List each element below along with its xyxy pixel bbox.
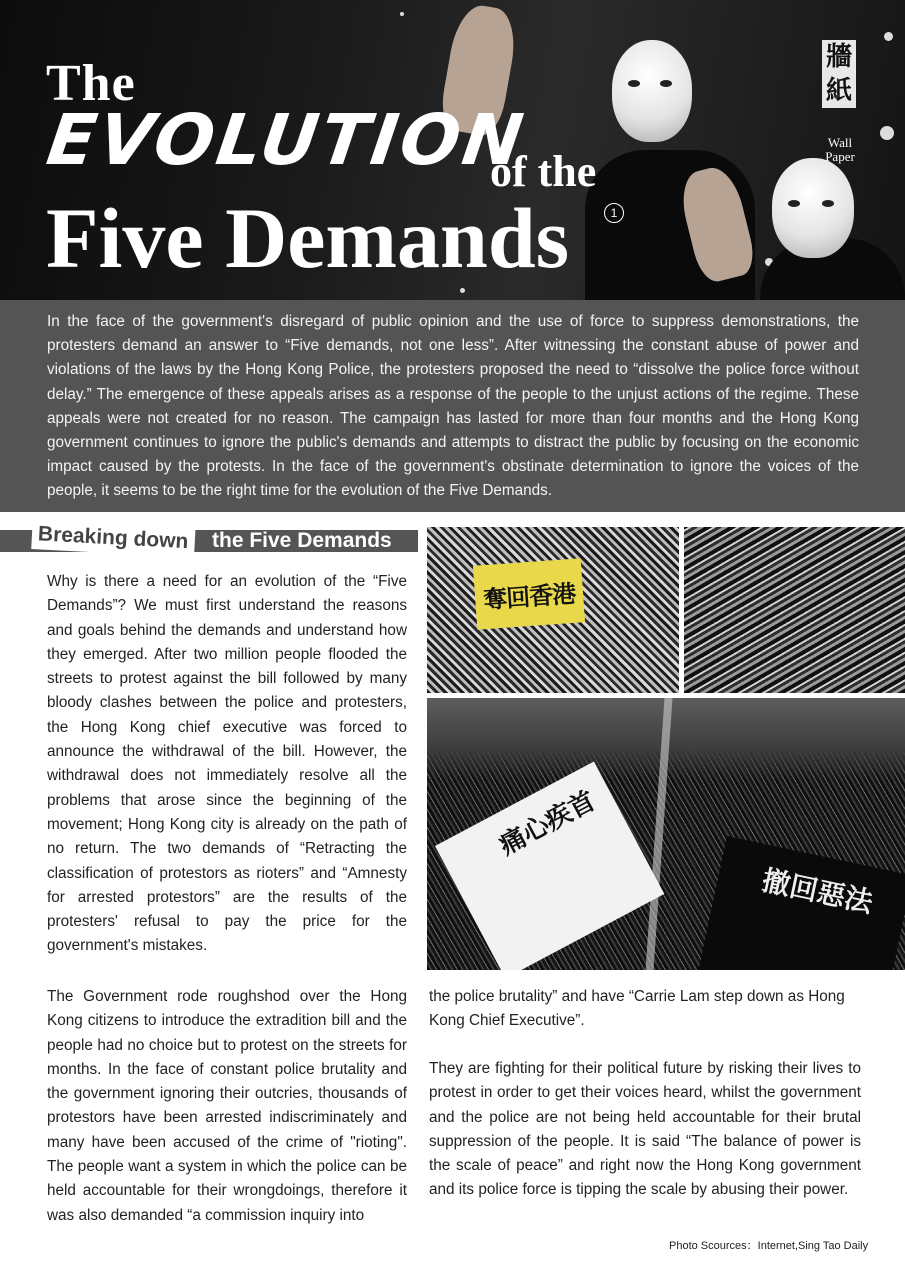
hero-banner xyxy=(0,0,905,300)
issue-number: 1 xyxy=(604,203,624,223)
body-paragraph-2: The Government rode roughshod over the Hong Kong citizens to introduce the extradition bill and the people had no choice but to protest on the streets for months. In the face of constant police brutality and the government ignoring their outcries, thousands of protestors have been arrested indiscriminately and many have been accused of the crime of "rioting". The people want a system in which the police can be held accountable for their wrongdoings, therefore it was also demanded “a commission inquiry into xyxy=(47,988,407,1224)
photo-street-march xyxy=(427,698,905,970)
bokeh-light xyxy=(884,32,893,41)
photo-crowd-banner xyxy=(427,527,679,693)
protest-banner-white: 痛心疾首 xyxy=(435,761,664,970)
protest-banner-black: 撤回惡法 xyxy=(696,836,905,970)
title-evolution: EVOLUTION xyxy=(42,99,531,181)
bokeh-light xyxy=(460,288,465,293)
bokeh-light xyxy=(880,126,894,140)
title-five-demands: Five Demands xyxy=(46,190,570,286)
photo-crossed-arms-crowd xyxy=(684,527,905,693)
road-divider xyxy=(645,698,672,970)
mask-face xyxy=(612,40,692,142)
intro-paragraph: In the face of the government's disregard of public opinion and the use of force to suppress demonstrations, the protesters demand an answer to “Five demands, not one less”. After witnessing the constant abuse of power and violations of the laws by the Hong Kong Police, the protesters proposed the need to “dissolve the police force without delay.” The emergence of these appeals arises as a response of the people to the unjust actions of the regime. These appeals were not created for no reason. The campaign has lasted for more than four months and the Hong Kong government continues to ignore the public's demands and attempts to distract the public by focusing on the economic impact caused by the protests. In the face of the government's obstinate determination to ignore the voices of the people, it seems to be the right time for the evolution of the Five Demands. xyxy=(47,313,859,500)
body-paragraph-1: Why is there a need for an evolution of the “Five Demands”? We must first understand the reasons and goals behind the demands and understand how they emerged. After two million people flooded the streets to protest against the bill followed by many bloody clashes between the police and protesters, the Hong Kong chief executive was forced to announce the withdrawal of the bill. However, the withdrawal does not immediately resolve all the problems that arose since the beginning of the movement; Hong Kong city is already on the path of no return. The two demands of “Retracting the classification of protestors as rioters” and “Amnesty for arrested protestors” are the results of the protesters' refusal to pay the price for the government's mistakes. xyxy=(47,573,407,955)
mask-face xyxy=(772,158,854,258)
section-heading-part1: Breaking down xyxy=(37,522,189,554)
section-heading-part2: the Five Demands xyxy=(212,529,392,552)
body-paragraph-3: the police brutality” and have “Carrie Lam step down as Hong Kong Chief Executive”. xyxy=(429,988,845,1030)
title-of-the: of the xyxy=(490,147,597,196)
body-paragraph-4: They are fighting for their political future by risking their lives to protest in order to get their voices heard, whilst the government and the police are not being held accountable for their brutal suppression of the people. It is said “The balance of power is the scale of peace” and right now the Hong Kong government and its police force is tipping the scale by abusing their power. xyxy=(429,1060,861,1199)
intro-band xyxy=(0,300,905,512)
protest-banner-yellow: 奪回香港 xyxy=(473,558,585,629)
wallpaper-logo: 牆紙 xyxy=(822,40,856,108)
title-the: The xyxy=(46,55,136,112)
wallpaper-logo-text: Wall Paper xyxy=(825,135,855,164)
photo-credit: Photo Scources：Internet,Sing Tao Daily xyxy=(669,1240,869,1252)
bokeh-light xyxy=(400,12,404,16)
